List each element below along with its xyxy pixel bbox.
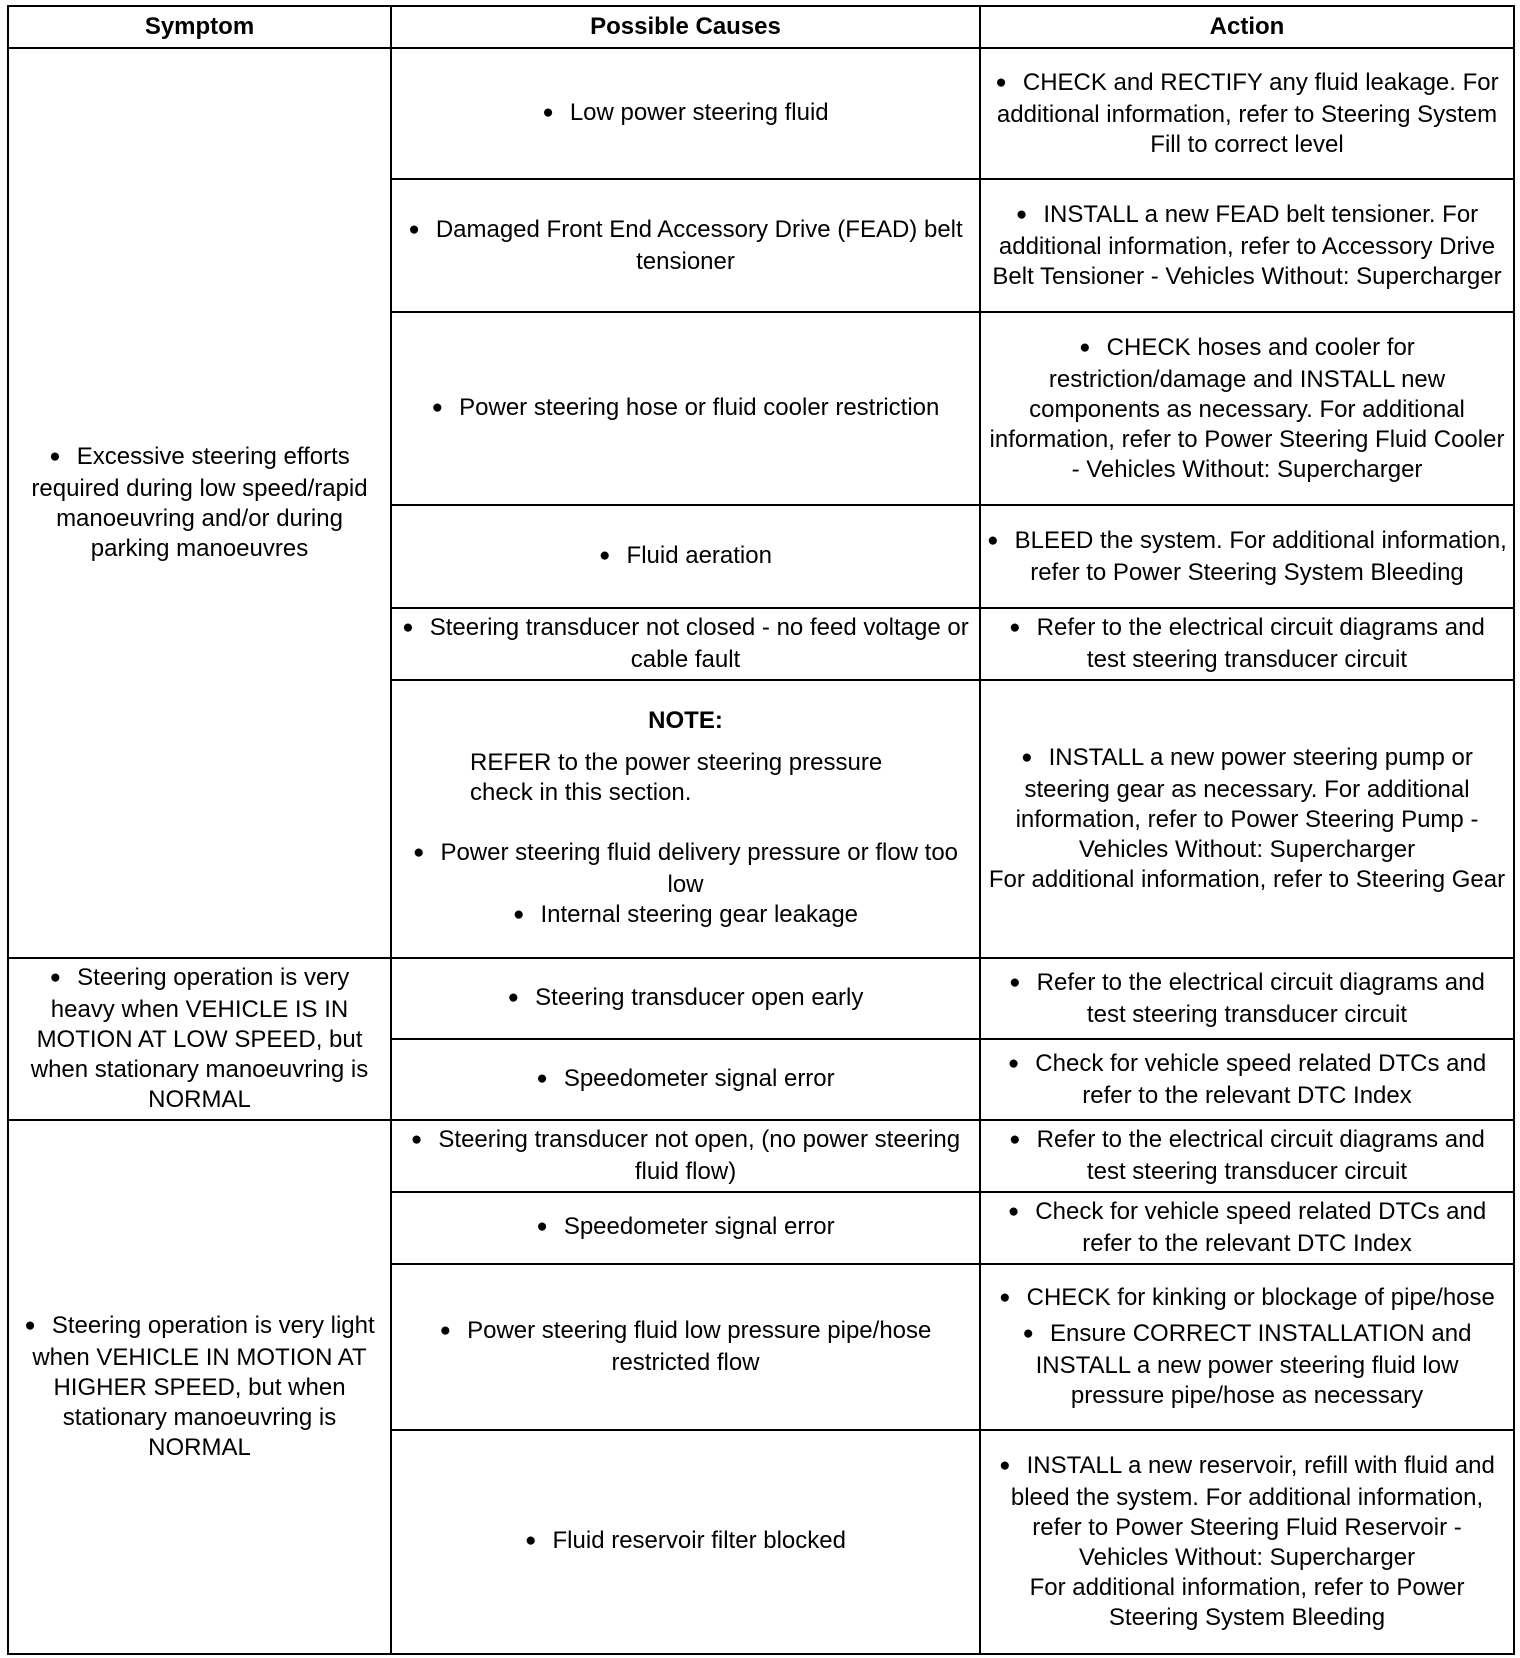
- symptom-cell: [8, 48, 391, 958]
- symptom-text: ● Steering operation is very heavy when VEHICLE IS IN MOTION AT LOW SPEED, but when stationary manoeuvring is NORMAL: [15, 963, 384, 1115]
- cause-cell: [391, 680, 980, 958]
- diagnostic-page: [7, 5, 1513, 1655]
- possible-causes-header: Possible Causes: [391, 6, 980, 48]
- cause-text: ● Fluid reservoir filter blocked: [398, 1526, 973, 1558]
- cause-text: ● Speedometer signal error: [398, 1212, 973, 1244]
- action-text: ● Check for vehicle speed related DTCs and refer to the relevant DTC Index: [987, 1197, 1507, 1259]
- action-text: ● Refer to the electrical circuit diagrams and test steering transducer circuit: [987, 1125, 1507, 1187]
- symptom-cell: [8, 1120, 391, 1654]
- action-text: ● CHECK hoses and cooler for restriction/damage and INSTALL new components as necessary. For additional information, refer to Power Steering Fluid Cooler - Vehicles Without: Supercharger: [987, 333, 1507, 485]
- action-cell: [980, 1192, 1514, 1264]
- table-row: [8, 48, 1514, 179]
- cause-cell: [391, 608, 980, 680]
- cause-text: ● Steering transducer not closed - no feed voltage or cable fault: [398, 613, 973, 675]
- symptom-header: Symptom: [8, 6, 391, 48]
- note-title: NOTE:: [648, 707, 723, 734]
- table-row: [8, 1120, 1514, 1192]
- action-cell: [980, 1264, 1514, 1430]
- action-cell: [980, 505, 1514, 608]
- action-text: For additional information, refer to Steering Gear: [988, 866, 1506, 893]
- cause-cell: [391, 1039, 980, 1120]
- action-cell: [980, 608, 1514, 680]
- cause-cell: [391, 1264, 980, 1430]
- cause-cell: [391, 505, 980, 608]
- cause-cell: [391, 1192, 980, 1264]
- action-text: ● Ensure CORRECT INSTALLATION and INSTALL a new power steering fluid low pressure pipe/hose as necessary: [987, 1319, 1507, 1411]
- cause-cell: [391, 1120, 980, 1192]
- cause-cell: [391, 48, 980, 179]
- action-text: ● INSTALL a new FEAD belt tensioner. For additional information, refer to Accessory Drive Belt Tensioner - Vehicles Without: Supercharger: [987, 200, 1507, 292]
- cause-text: ● Power steering hose or fluid cooler restriction: [398, 393, 973, 425]
- action-cell: [980, 179, 1514, 312]
- cause-text: ● Speedometer signal error: [398, 1064, 973, 1096]
- action-text: ● BLEED the system. For additional information, refer to Power Steering System Bleeding: [987, 526, 1507, 588]
- cause-cell: [391, 312, 980, 505]
- note-body: REFER to the power steering pressure check in this section.: [470, 749, 883, 806]
- cause-text: ● Power steering fluid delivery pressure or flow too low: [398, 838, 973, 900]
- action-cell: [980, 1120, 1514, 1192]
- symptom-text: ● Excessive steering efforts required during low speed/rapid manoeuvring and/or during parking manoeuvres: [15, 442, 384, 564]
- action-cell: [980, 1039, 1514, 1120]
- action-header: Action: [980, 6, 1514, 48]
- action-text: ● CHECK for kinking or blockage of pipe/hose: [987, 1283, 1507, 1315]
- cause-text: ● Power steering fluid low pressure pipe/hose restricted flow: [398, 1316, 973, 1378]
- action-text: For additional information, refer to Power Steering System Bleeding: [1029, 1574, 1465, 1631]
- action-cell: [980, 958, 1514, 1039]
- action-text: ● Refer to the electrical circuit diagrams and test steering transducer circuit: [987, 613, 1507, 675]
- cause-text: ● Steering transducer not open, (no power steering fluid flow): [398, 1125, 973, 1187]
- action-cell: [980, 680, 1514, 958]
- cause-cell: [391, 179, 980, 312]
- action-cell: [980, 48, 1514, 179]
- cause-text: ● Fluid aeration: [398, 541, 973, 573]
- cause-text: ● Internal steering gear leakage: [398, 900, 973, 932]
- action-text: Fill to correct level: [1150, 130, 1344, 158]
- symptom-chart-table: [7, 5, 1515, 1655]
- action-cell: [980, 312, 1514, 505]
- action-text: ● Refer to the electrical circuit diagrams and test steering transducer circuit: [987, 968, 1507, 1030]
- action-text: ● INSTALL a new reservoir, refill with fluid and bleed the system. For additional information, refer to Power Steering Fluid Reservoir - Vehicles Without: Supercharger: [987, 1451, 1507, 1573]
- table-row: [8, 958, 1514, 1039]
- cause-text: ● Low power steering fluid: [398, 98, 973, 130]
- action-text: ● CHECK and RECTIFY any fluid leakage. For additional information, refer to Steering System: [987, 68, 1507, 130]
- symptom-cell: [8, 958, 391, 1120]
- cause-cell: [391, 1430, 980, 1654]
- action-cell: [980, 1430, 1514, 1654]
- cause-text: ● Damaged Front End Accessory Drive (FEAD) belt tensioner: [398, 215, 973, 277]
- action-text: ● Check for vehicle speed related DTCs and refer to the relevant DTC Index: [987, 1049, 1507, 1111]
- action-text: ● INSTALL a new power steering pump or steering gear as necessary. For additional information, refer to Power Steering Pump - Vehicles Without: Supercharger: [987, 743, 1507, 865]
- symptom-text: ● Steering operation is very light when VEHICLE IN MOTION AT HIGHER SPEED, but when stationary manoeuvring is NORMAL: [15, 1311, 384, 1463]
- cause-cell: [391, 958, 980, 1039]
- cause-text: ● Steering transducer open early: [398, 983, 973, 1015]
- header-row: [8, 6, 1514, 48]
